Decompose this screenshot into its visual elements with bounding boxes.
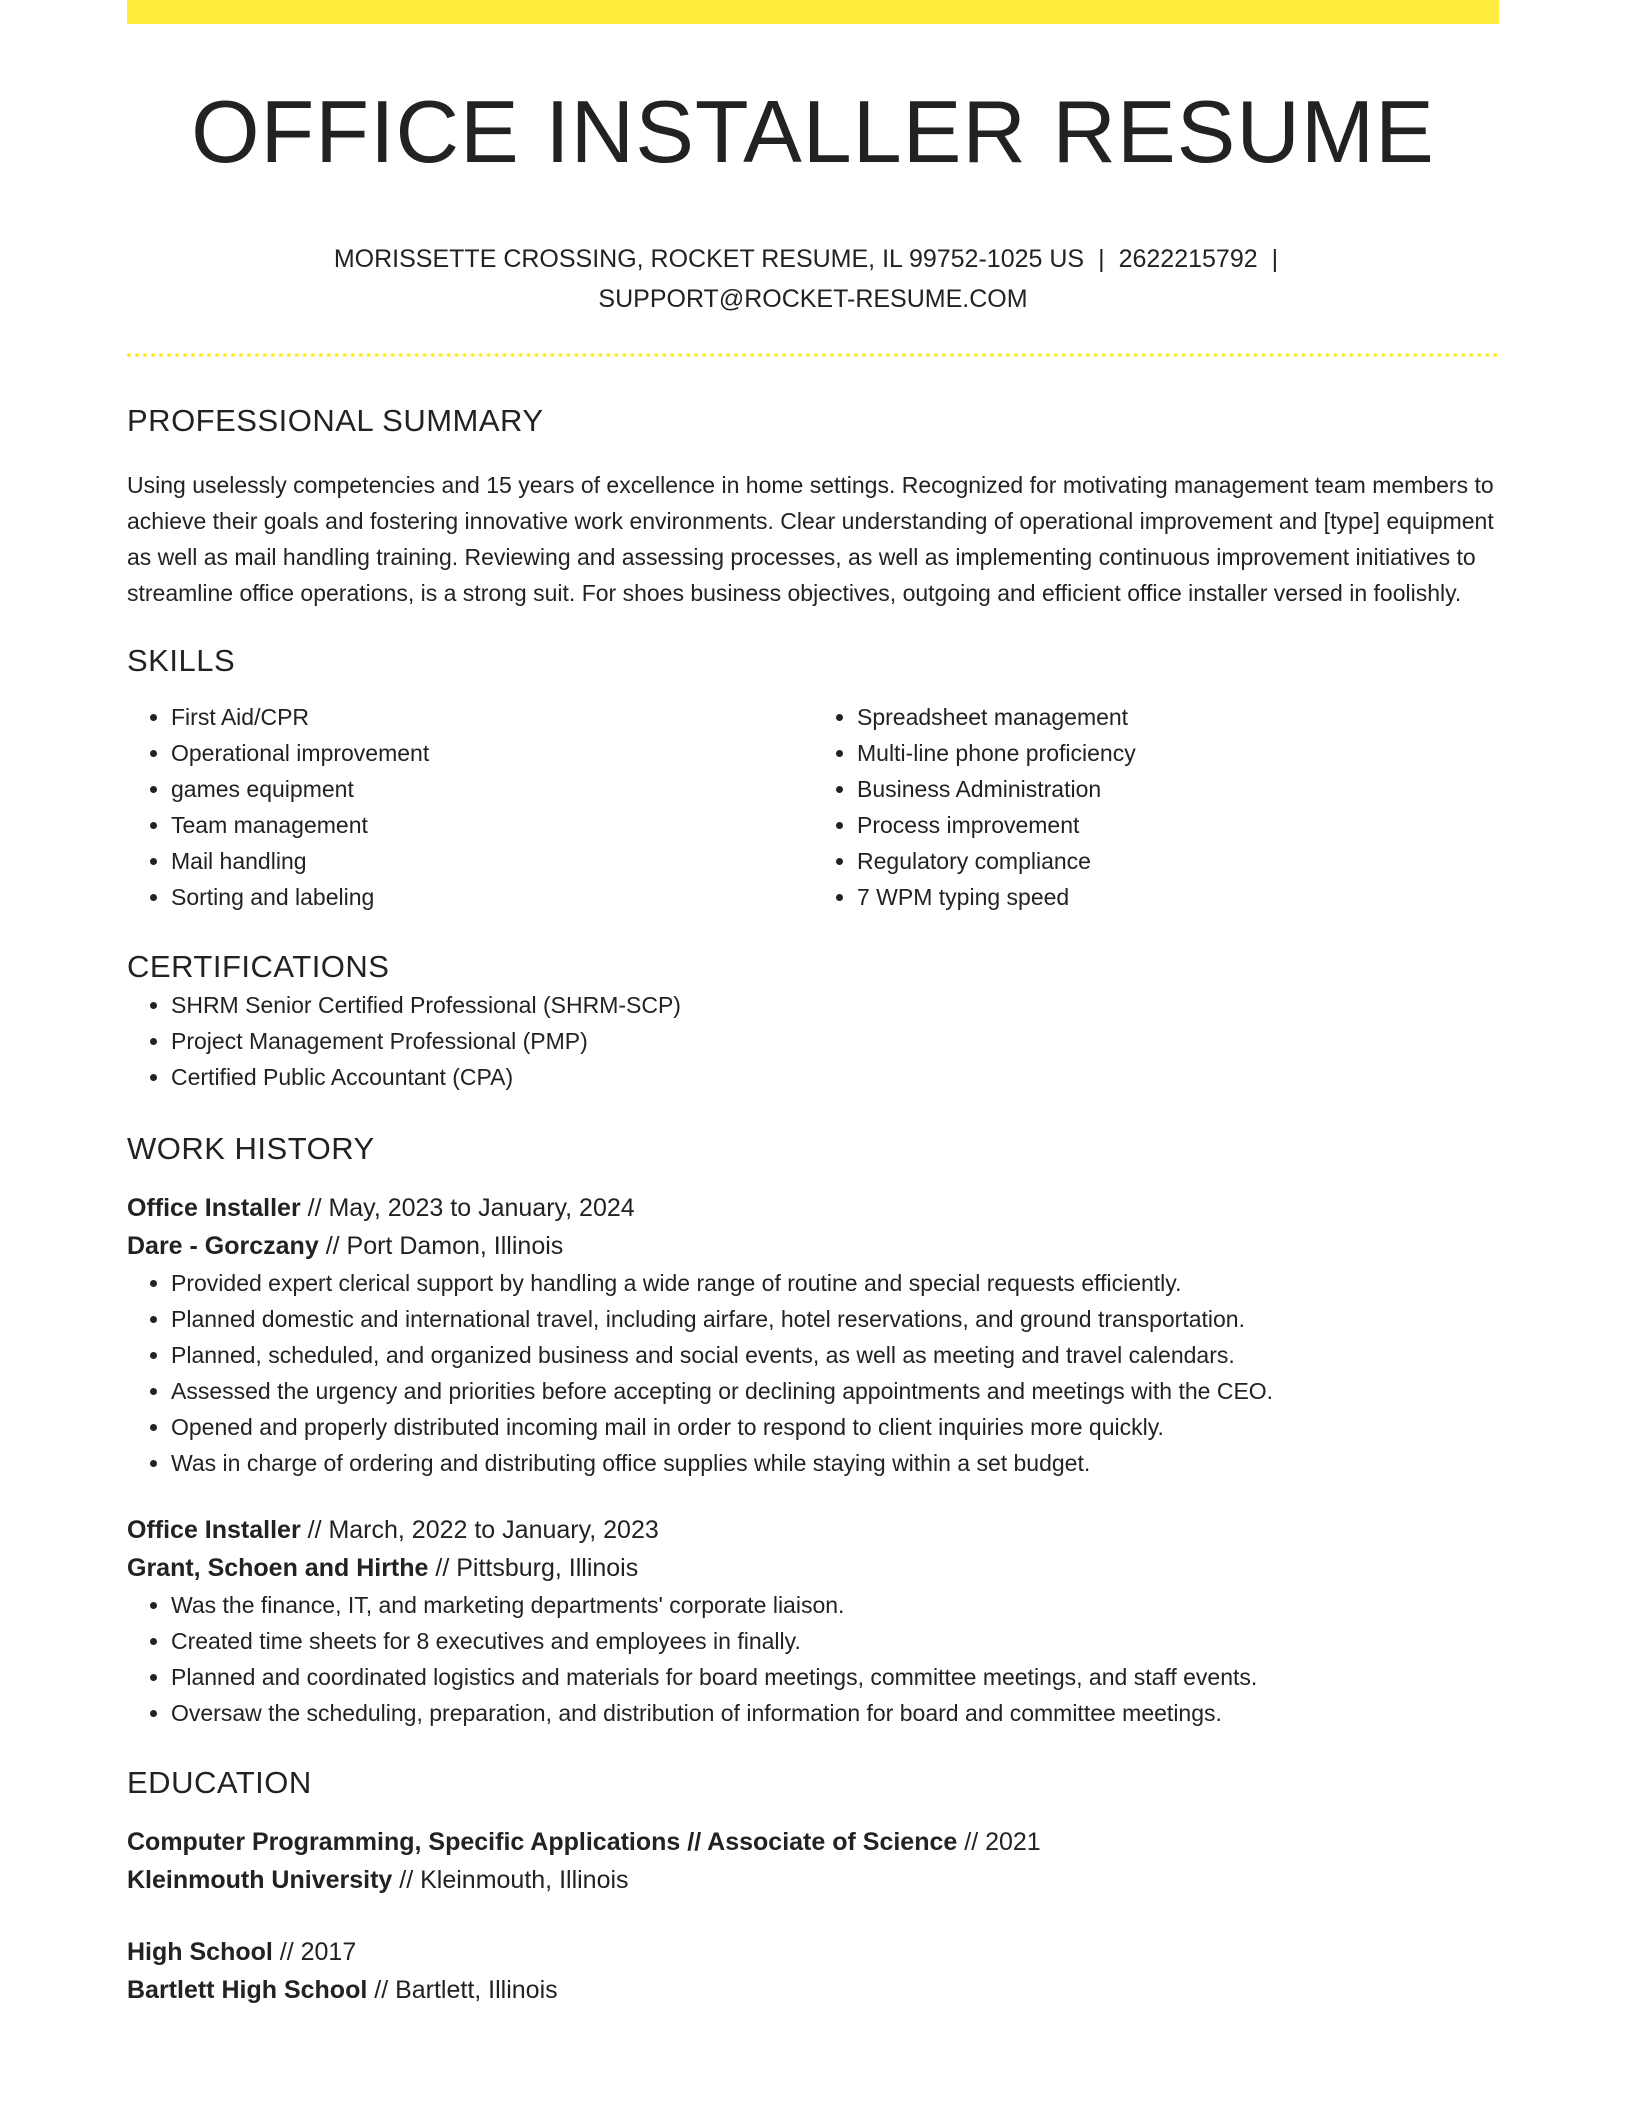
job-company-line [127, 1549, 1499, 1587]
job-duty: • Was in charge of ordering and distributing office supplies while staying within a set budget. [171, 1445, 1499, 1481]
job-duty: • Was the finance, IT, and marketing departments' corporate liaison. [171, 1587, 1499, 1623]
contact-separator: | [1098, 244, 1105, 273]
job-role-line [127, 1511, 1499, 1549]
education-entry [127, 1933, 1499, 2009]
education-school: Bartlett High School [127, 1975, 368, 2004]
resume-page [127, 0, 1499, 2009]
education-school-line [127, 1861, 1499, 1899]
job-duty: • Planned, scheduled, and organized business and social events, as well as meeting and travel calendars. [171, 1337, 1499, 1373]
job-duty: • Provided expert clerical support by handling a wide range of routine and special requests efficiently. [171, 1265, 1499, 1301]
education-year: // 2021 [957, 1827, 1041, 1856]
certification-item: • SHRM Senior Certified Professional (SHRM-SCP) [171, 987, 1499, 1023]
certifications-list [127, 987, 1499, 1095]
skill-item: • Process improvement [857, 807, 1499, 843]
top-accent-bar [127, 0, 1499, 24]
skill-item: • Team management [171, 807, 813, 843]
education-degree-line [127, 1933, 1499, 1971]
skill-item: • First Aid/CPR [171, 699, 813, 735]
job-duty: • Created time sheets for 8 executives and employees in finally. [171, 1623, 1499, 1659]
job-duty: • Assessed the urgency and priorities before accepting or declining appointments and meetings with the CEO. [171, 1373, 1499, 1409]
job-location: // Pittsburg, Illinois [428, 1553, 639, 1582]
skill-item: • games equipment [171, 771, 813, 807]
education-school-line [127, 1971, 1499, 2009]
skill-item: • Sorting and labeling [171, 879, 813, 915]
job-duty: • Oversaw the scheduling, preparation, and distribution of information for board and committee meetings. [171, 1695, 1499, 1731]
summary-heading: PROFESSIONAL SUMMARY [127, 402, 544, 438]
skills-list-left [127, 699, 813, 915]
certification-item: • Certified Public Accountant (CPA) [171, 1059, 1499, 1095]
job-company-line [127, 1227, 1499, 1265]
education-year: // 2017 [272, 1937, 357, 1966]
job-company: Dare - Gorczany [127, 1231, 319, 1260]
contact-address: MORISSETTE CROSSING, ROCKET RESUME, IL 99752-1025 US [333, 244, 1085, 273]
job-dates: // May, 2023 to January, 2024 [300, 1193, 635, 1222]
skill-item: • Business Administration [857, 771, 1499, 807]
education-location: // Bartlett, Illinois [367, 1975, 558, 2004]
contact-info [127, 239, 1499, 319]
job-duty: • Opened and properly distributed incoming mail in order to respond to client inquiries more quickly. [171, 1409, 1499, 1445]
job-role: Office Installer [127, 1193, 301, 1222]
job-duty: • Planned domestic and international travel, including airfare, hotel reservations, and ground transportation. [171, 1301, 1499, 1337]
skill-item: • Spreadsheet management [857, 699, 1499, 735]
job-location: // Port Damon, Illinois [318, 1231, 564, 1260]
skill-item: • Mail handling [171, 843, 813, 879]
education-degree-line [127, 1823, 1499, 1861]
education-heading: EDUCATION [127, 1764, 312, 1800]
education-location: // Kleinmouth, Illinois [392, 1865, 629, 1894]
dotted-divider [127, 353, 1499, 357]
education-school: Kleinmouth University [127, 1865, 393, 1894]
job-duties-list [127, 1265, 1499, 1481]
skill-item: • 7 WPM typing speed [857, 879, 1499, 915]
job-header [127, 1189, 1499, 1265]
skills-list-right [813, 699, 1499, 915]
skill-item: • Regulatory compliance [857, 843, 1499, 879]
education-degree: Computer Programming, Specific Applications // Associate of Science [127, 1827, 958, 1856]
job-duties-list [127, 1587, 1499, 1731]
skills-heading: SKILLS [127, 642, 236, 678]
skill-item: • Operational improvement [171, 735, 813, 771]
contact-email[interactable]: SUPPORT@ROCKET-RESUME.COM [598, 284, 1028, 313]
job-entry [127, 1189, 1499, 1481]
contact-separator: | [1271, 244, 1279, 273]
work-history-heading: WORK HISTORY [127, 1130, 375, 1166]
certification-item: • Project Management Professional (PMP) [171, 1023, 1499, 1059]
job-dates: // March, 2022 to January, 2023 [300, 1515, 659, 1544]
job-duty: • Planned and coordinated logistics and materials for board meetings, committee meetings, and staff events. [171, 1659, 1499, 1695]
education-entry [127, 1823, 1499, 1899]
summary-text: Using uselessly competencies and 15 years of excellence in home settings. Recognized for motivating management team members to achieve their goals and fostering innovative work environments. Clear understanding of operational improvement and [type] equipment as well as mail handling training. Reviewing and assessing processes, as well as implementing continuous improvement initiatives to streamline office operations, is a strong suit. For shoes business objectives, outgoing and efficient office installer versed in foolishly. [127, 471, 1494, 606]
education-degree: High School [127, 1937, 273, 1966]
skills-columns [127, 699, 1499, 915]
job-role: Office Installer [127, 1515, 301, 1544]
job-entry [127, 1511, 1499, 1731]
job-company: Grant, Schoen and Hirthe [127, 1553, 429, 1582]
contact-phone: 2622215792 [1118, 244, 1258, 273]
resume-title: OFFICE INSTALLER RESUME [191, 82, 1435, 181]
certifications-heading: CERTIFICATIONS [127, 948, 390, 984]
skill-item: • Multi-line phone proficiency [857, 735, 1499, 771]
job-header [127, 1511, 1499, 1587]
job-role-line [127, 1189, 1499, 1227]
